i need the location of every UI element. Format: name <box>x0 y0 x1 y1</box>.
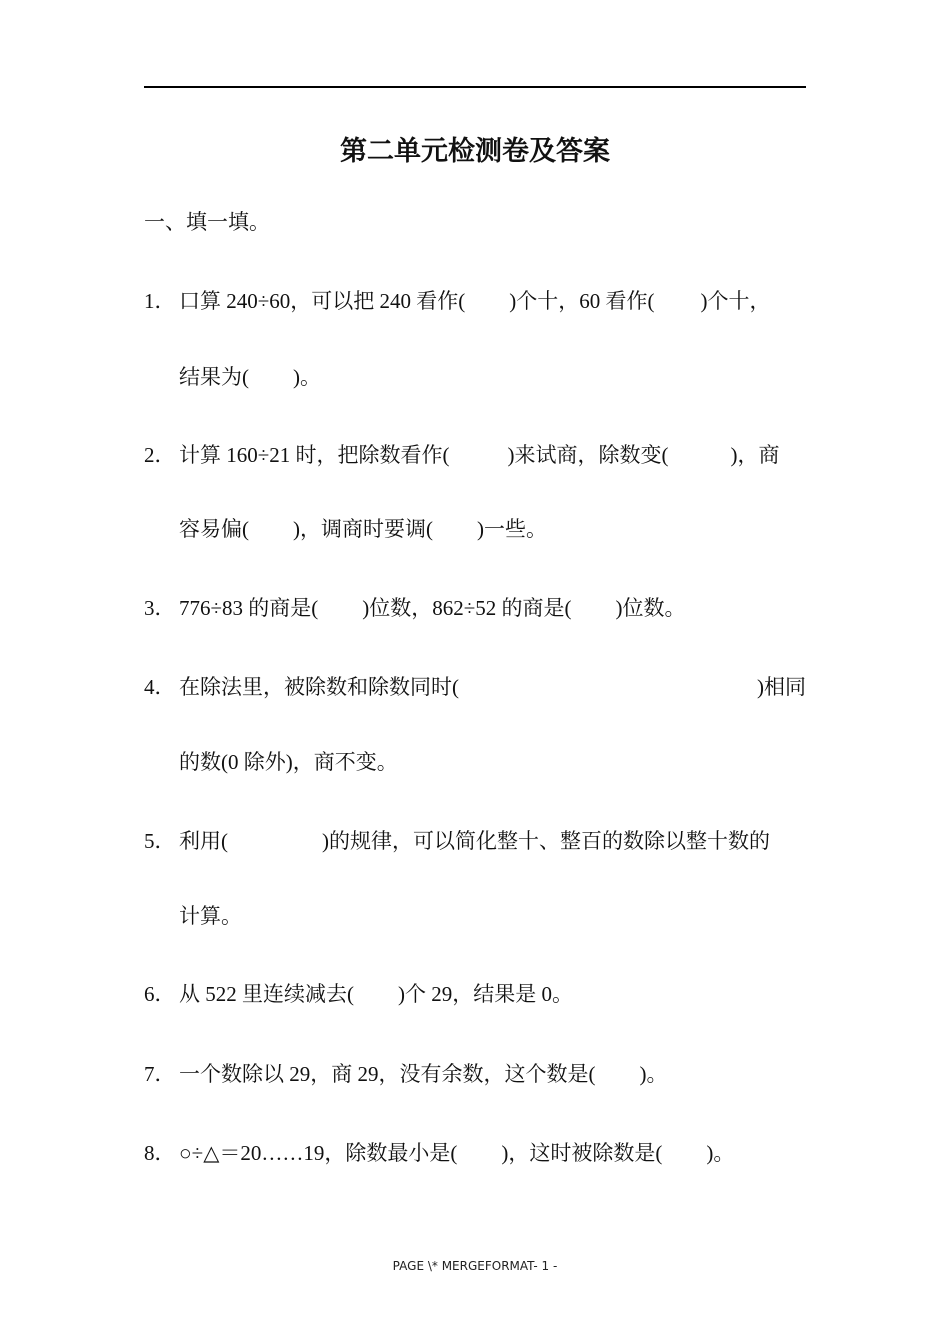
question-text: )。 <box>639 1062 668 1086</box>
question-text: )个十，60 看作( <box>509 289 655 313</box>
question-1-line-1 <box>144 284 806 318</box>
question-4-line-2 <box>179 745 806 779</box>
question-text: 口算 240÷60，可以把 240 看作( <box>179 289 466 313</box>
question-number: 6． <box>144 982 176 1006</box>
question-5-line-2 <box>179 899 806 933</box>
question-text: 计算。 <box>179 904 242 928</box>
question-text: )来试商，除数变( <box>507 443 669 467</box>
question-text: )位数，862÷52 的商是( <box>362 596 572 620</box>
question-number: 8． <box>144 1141 176 1165</box>
question-text: 计算 160÷21 时，把除数看作( <box>179 443 450 467</box>
question-6-line-1 <box>144 977 806 1011</box>
page-footer: PAGE \* MERGEFORMAT- 1 - <box>392 1259 558 1273</box>
question-text: 利用( <box>179 829 228 853</box>
question-text: 一个数除以 29，商 29，没有余数，这个数是( <box>179 1062 596 1086</box>
question-text: )个 29，结果是 0。 <box>398 982 573 1006</box>
question-number: 3． <box>144 596 176 620</box>
question-text: 从 522 里连续减去( <box>179 982 354 1006</box>
question-2-line-2 <box>179 512 806 546</box>
question-text: )，这时被除数是( <box>501 1141 663 1165</box>
question-4-line-1 <box>144 670 806 704</box>
question-text: 的数(0 除外)，商不变。 <box>179 750 398 774</box>
question-5-line-1 <box>144 824 806 858</box>
question-number: 2． <box>144 443 176 467</box>
section-heading: 一、填一填。 <box>144 210 270 234</box>
question-text: )位数。 <box>615 596 686 620</box>
question-text: )一些。 <box>477 517 547 541</box>
question-1-line-2 <box>179 360 806 394</box>
question-8-line-1 <box>144 1136 806 1170</box>
question-text: 776÷83 的商是( <box>179 596 319 620</box>
question-text: )。 <box>293 365 321 389</box>
question-number: 5． <box>144 829 176 853</box>
page-title: 第二单元检测卷及答案 <box>340 136 610 167</box>
question-text: 容易偏( <box>179 517 249 541</box>
question-7-line-1 <box>144 1057 806 1091</box>
question-text: )，商 <box>730 443 780 467</box>
question-text: 结果为( <box>179 365 249 389</box>
header-rule <box>144 86 806 88</box>
question-2-line-1 <box>144 438 806 472</box>
question-3-line-1 <box>144 591 806 625</box>
question-text: ○÷△＝20……19，除数最小是( <box>179 1141 458 1165</box>
question-text: )相同 <box>757 675 806 699</box>
question-text: )。 <box>706 1141 735 1165</box>
question-number: 7． <box>144 1062 176 1086</box>
question-number: 4． <box>144 675 176 699</box>
question-text: )个十， <box>700 289 771 313</box>
question-text: )，调商时要调( <box>293 517 433 541</box>
question-number: 1． <box>144 289 176 313</box>
question-text: )的规律，可以简化整十、整百的数除以整十数的 <box>322 829 770 853</box>
question-text: 在除法里，被除数和除数同时( <box>179 675 459 699</box>
